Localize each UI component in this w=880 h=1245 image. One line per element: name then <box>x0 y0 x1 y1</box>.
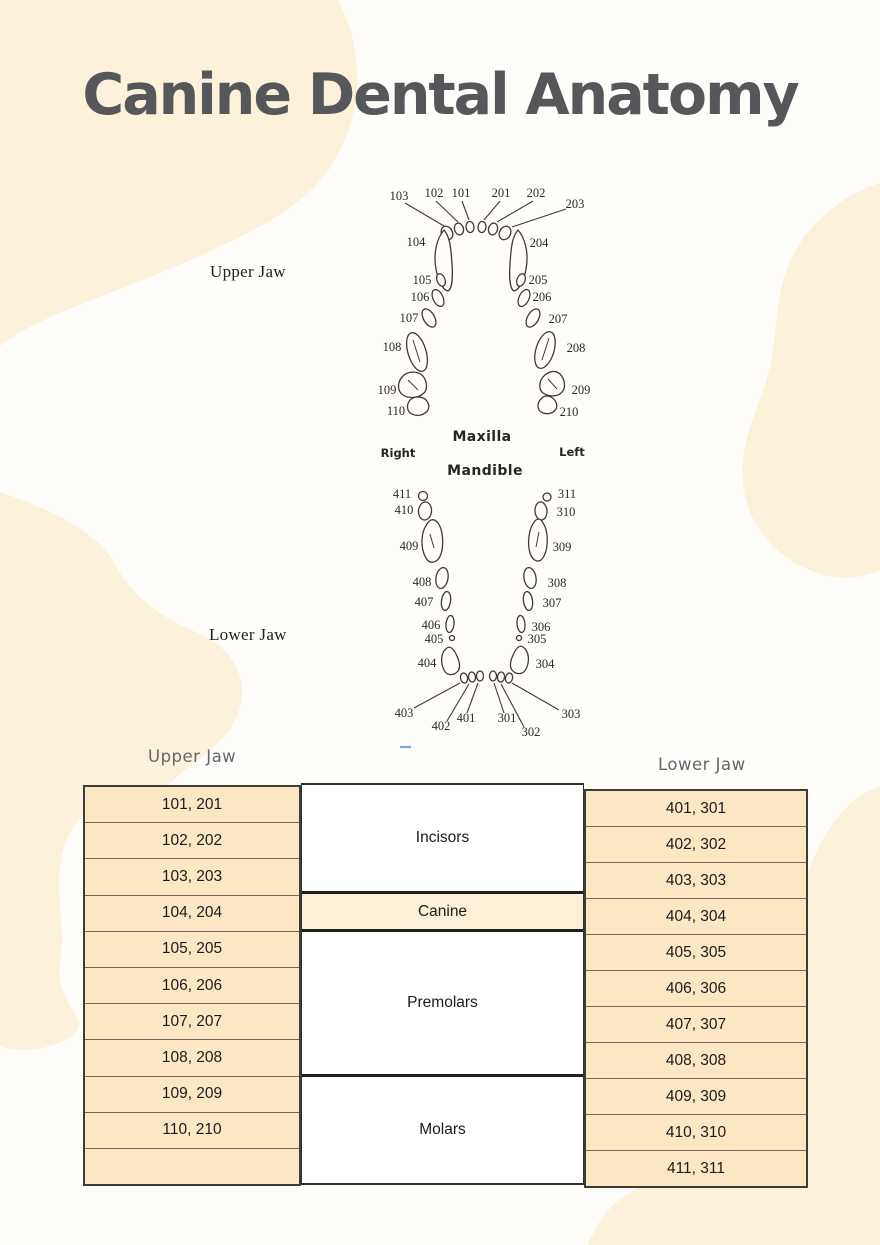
tooth-106 <box>430 288 447 309</box>
label-410: 410 <box>394 503 414 517</box>
lower-jaw-cell: 411, 311 <box>586 1151 806 1186</box>
label-207: 207 <box>548 312 568 326</box>
tooth-203 <box>497 224 513 242</box>
page-title: Canine Dental Anatomy <box>82 62 798 128</box>
upper-jaw-cell: 106, 206 <box>85 968 299 1004</box>
tooth-310 <box>534 502 548 521</box>
tooth-type-column <box>301 783 584 1185</box>
tooth-302 <box>497 672 505 683</box>
upper-jaw-cell: 109, 209 <box>85 1077 299 1113</box>
lower-jaw-column <box>584 789 808 1188</box>
label-311: 311 <box>557 487 577 501</box>
upper-jaw-cell: 101, 201 <box>85 787 299 823</box>
label-405: 405 <box>424 632 444 646</box>
lower-jaw-cell: 404, 304 <box>586 899 806 935</box>
label-404: 404 <box>417 656 437 670</box>
label-406: 406 <box>421 618 441 632</box>
lower-jaw-cell: 410, 310 <box>586 1115 806 1151</box>
tooth-107 <box>419 307 439 330</box>
table-upper-jaw-header: Upper Jaw <box>148 747 237 766</box>
label-210: 210 <box>559 405 579 419</box>
tooth-405 <box>450 636 455 641</box>
label-307: 307 <box>542 596 562 610</box>
tooth-202 <box>487 222 499 236</box>
label-401: 401 <box>456 711 476 725</box>
group-molars: Molars <box>302 1074 583 1183</box>
tooth-403 <box>460 672 469 683</box>
lower-jaw-cell: 401, 301 <box>586 791 806 827</box>
group-incisors: Incisors <box>302 785 583 891</box>
tooth-102 <box>453 222 465 236</box>
mandible-teeth <box>418 492 551 684</box>
tooth-305 <box>517 636 522 641</box>
tooth-206 <box>516 288 533 309</box>
lower-jaw-cell: 409, 309 <box>586 1079 806 1115</box>
label-403: 403 <box>394 706 414 720</box>
tooth-308 <box>522 567 537 590</box>
tooth-101 <box>465 221 474 233</box>
label-102: 102 <box>424 186 444 200</box>
label-409: 409 <box>399 539 419 553</box>
label-301: 301 <box>497 711 517 725</box>
upper-jaw-cell: 107, 207 <box>85 1004 299 1040</box>
label-205: 205 <box>528 273 548 287</box>
tooth-406 <box>445 615 455 633</box>
tooth-411 <box>419 492 428 501</box>
label-101: 101 <box>451 186 471 200</box>
label-105: 105 <box>412 273 432 287</box>
diagram-upper-jaw-label: Upper Jaw <box>210 262 286 281</box>
upper-jaw-cell: 105, 205 <box>85 932 299 968</box>
lower-jaw-cell: 405, 305 <box>586 935 806 971</box>
tooth-307 <box>522 591 534 611</box>
mandible-label: Mandible <box>447 463 523 479</box>
label-202: 202 <box>526 186 546 200</box>
label-109: 109 <box>377 383 397 397</box>
tooth-408 <box>434 567 449 590</box>
upper-jaw-cell: 104, 204 <box>85 896 299 932</box>
tooth-210 <box>538 396 557 414</box>
left-label: Left <box>559 445 585 459</box>
group-premolars: Premolars <box>302 929 583 1073</box>
label-408: 408 <box>412 575 432 589</box>
tooth-301 <box>490 671 497 681</box>
upper-jaw-cell: 102, 202 <box>85 823 299 859</box>
label-104: 104 <box>406 235 426 249</box>
tooth-311 <box>543 493 551 501</box>
lower-jaw-cell: 402, 302 <box>586 827 806 863</box>
label-108: 108 <box>382 340 402 354</box>
tooth-306 <box>516 615 526 633</box>
lower-jaw-cell: 407, 307 <box>586 1007 806 1043</box>
upper-jaw-column <box>83 785 301 1186</box>
label-103: 103 <box>389 189 409 203</box>
upper-jaw-cell: 110, 210 <box>85 1113 299 1149</box>
label-305: 305 <box>527 632 547 646</box>
right-label: Right <box>380 446 416 460</box>
lower-jaw-cell: 408, 308 <box>586 1043 806 1079</box>
lower-jaw-cell: 406, 306 <box>586 971 806 1007</box>
label-209: 209 <box>571 383 591 397</box>
label-302: 302 <box>521 725 541 739</box>
label-306: 306 <box>531 620 551 634</box>
label-407: 407 <box>414 595 434 609</box>
tooth-110 <box>408 397 429 415</box>
label-310: 310 <box>556 505 576 519</box>
label-106: 106 <box>410 290 430 304</box>
mandible-tooth-numbers <box>393 487 581 739</box>
label-304: 304 <box>535 657 555 671</box>
label-204: 204 <box>529 236 549 250</box>
label-308: 308 <box>547 576 567 590</box>
blob-top-left <box>0 0 357 346</box>
upper-jaw-cell: 103, 203 <box>85 859 299 895</box>
label-303: 303 <box>561 707 581 721</box>
tooth-404 <box>442 647 460 674</box>
tooth-401 <box>477 671 484 681</box>
label-203: 203 <box>565 197 585 211</box>
tooth-407 <box>440 591 452 611</box>
tooth-201 <box>477 221 486 233</box>
label-107: 107 <box>399 311 419 325</box>
label-206: 206 <box>532 290 552 304</box>
label-402: 402 <box>431 719 451 733</box>
maxilla-teeth <box>399 221 565 415</box>
blob-right-middle <box>742 183 880 578</box>
table-lower-jaw-header: Lower Jaw <box>658 755 746 774</box>
tooth-402 <box>468 672 476 683</box>
diagram-lower-jaw-label: Lower Jaw <box>209 625 287 644</box>
upper-jaw-cell-empty <box>85 1149 299 1184</box>
tooth-309 <box>529 519 548 561</box>
tooth-303 <box>505 672 514 683</box>
canine-dental-diagram <box>330 170 630 760</box>
lower-jaw-cell: 403, 303 <box>586 863 806 899</box>
upper-jaw-cell: 108, 208 <box>85 1040 299 1076</box>
tooth-304 <box>511 646 529 673</box>
label-110: 110 <box>386 404 406 418</box>
tooth-410 <box>418 501 433 520</box>
label-309: 309 <box>552 540 572 554</box>
label-201: 201 <box>491 186 511 200</box>
group-canine: Canine <box>302 891 583 929</box>
label-411: 411 <box>392 487 412 501</box>
label-208: 208 <box>566 341 586 355</box>
tooth-207 <box>523 307 543 330</box>
maxilla-label: Maxilla <box>452 429 512 445</box>
